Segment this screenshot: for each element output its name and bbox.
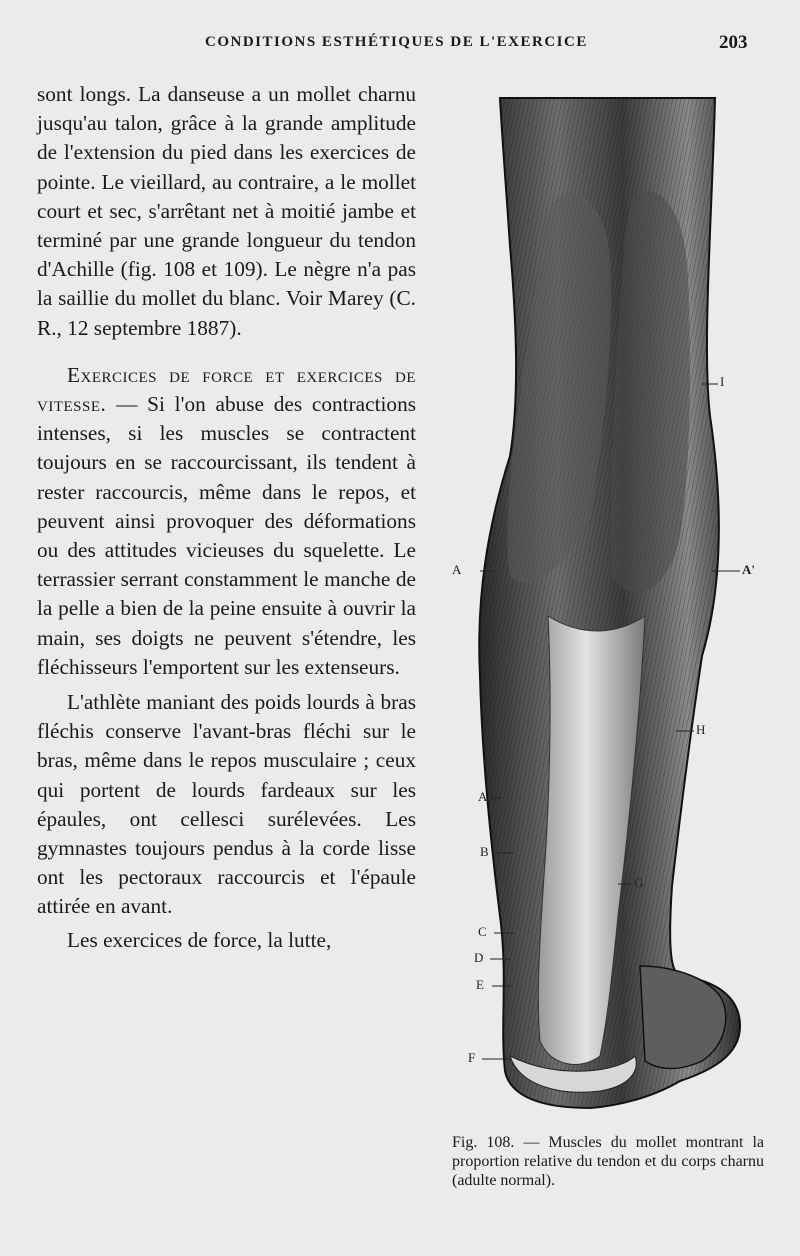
label-I: I [720,374,725,389]
paragraph-2 [37,361,416,682]
label-H: H [696,722,706,737]
label-G: G [634,875,644,890]
calf-illustration [440,96,780,1126]
paragraph-3: L'athlète maniant des poids lourds à bras fléchis conserve l'avant-bras fléchi sur le bras, même dans le repos musculaire ; ceux qui portent de lourds fardeaux sur les épaules, ont cellesci surélevées. Les gymnastes toujours pendus à la corde lisse ont les pectoraux raccourcis et l'épaule attirée en avant. [37,690,416,919]
label-F: F [468,1050,476,1065]
paragraph-1: sont longs. La danseuse a un mollet charnu jusqu'au talon, grâce à la grande amplitude de l'extension du pied dans les exercices de pointe. Le vieillard, au contraire, a le mollet court et sec, s'arrêtant net à moitié jambe et terminé par une grande longueur du tendon d'Achille (fig. 108 et 109). Le nègre n'a pas la saillie du mollet du blanc. Voir Marey (C. R., 12 septembre 1887). [37,82,416,340]
label-D: D [474,950,484,965]
label-A-lower: A [478,789,488,804]
running-title: CONDITIONS ESTHÉTIQUES DE L'EXERCICE [205,34,588,50]
label-A-prime: A' [742,562,755,577]
paragraph-2-text: — Si l'on abuse des contractions intenses, si les muscles se contractent toujours en se raccourcissant, ils tendent à rester raccourcis, même dans le repos, et peuvent ainsi provoquer des déformations ou des attitudes vicieuses du squelette. Le terrassier serrant constamment le manche de la pelle a bien de la peine ensuite à ouvrir la main, ses doigts ne peuvent s'étendre, les fléchisseurs l'emportent sur les extenseurs. [37,392,416,679]
page-number: 203 [719,32,748,53]
calf-muscle-engraving [440,96,780,1126]
paragraph-4: Les exercices de force, la lutte, [67,927,332,952]
label-A: A [452,562,462,577]
caption-text: — Muscles du mollet montrant la proportion relative du tendon et du corps charnu (adulte normal). [452,1134,765,1189]
label-E: E [476,977,484,992]
section-heading: Exercices de force et exercices de vitesse. [37,362,416,417]
caption-fig-number: Fig. 108. [452,1134,515,1151]
label-B: B [480,844,489,859]
figure-caption [452,1133,764,1190]
label-C: C [478,924,487,939]
text-column [37,80,416,955]
